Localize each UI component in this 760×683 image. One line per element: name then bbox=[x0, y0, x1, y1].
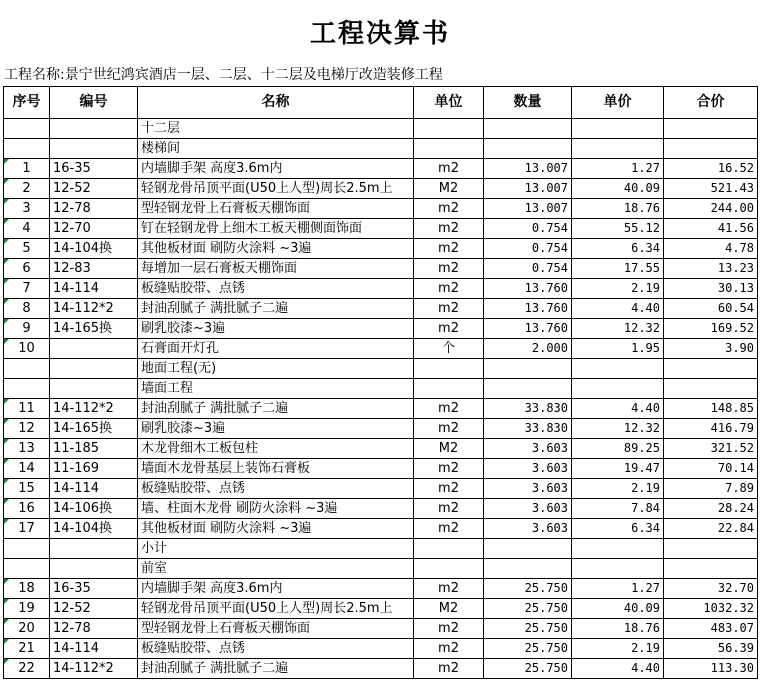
cell-no[interactable]: 12 bbox=[4, 419, 50, 439]
cell-price[interactable]: 6.34 bbox=[572, 519, 664, 539]
cell-unit[interactable]: m2 bbox=[414, 659, 484, 679]
cell-price[interactable] bbox=[572, 379, 664, 399]
cell-price[interactable]: 89.25 bbox=[572, 439, 664, 459]
cell-no[interactable] bbox=[4, 139, 50, 159]
table-row bbox=[4, 279, 758, 299]
cell-no[interactable]: 19 bbox=[4, 599, 50, 619]
cell-code[interactable] bbox=[50, 359, 138, 379]
cell-code[interactable]: 14-106换 bbox=[50, 499, 138, 519]
cell-unit[interactable]: m2 bbox=[414, 619, 484, 639]
table-row bbox=[4, 619, 758, 639]
cell-total[interactable]: 70.14 bbox=[664, 459, 758, 479]
cell-total[interactable] bbox=[664, 379, 758, 399]
cell-total[interactable]: 4.78 bbox=[664, 239, 758, 259]
cell-code[interactable]: 14-104换 bbox=[50, 519, 138, 539]
cell-unit[interactable]: m2 bbox=[414, 259, 484, 279]
cell-total[interactable] bbox=[664, 539, 758, 559]
cell-code[interactable]: 12-83 bbox=[50, 259, 138, 279]
cell-no[interactable]: 21 bbox=[4, 639, 50, 659]
cell-no[interactable]: 20 bbox=[4, 619, 50, 639]
cell-name[interactable]: 楼梯间 bbox=[138, 139, 414, 159]
table-row bbox=[4, 219, 758, 239]
project-name: 工程名称:景宁世纪鸿宾酒店一层、二层、十二层及电梯厅改造装修工程 bbox=[4, 67, 443, 83]
cell-name[interactable]: 石膏面开灯孔 bbox=[138, 339, 414, 359]
cell-code[interactable] bbox=[50, 559, 138, 579]
cell-code[interactable] bbox=[50, 539, 138, 559]
col-header-price: 单价 bbox=[572, 87, 664, 119]
cell-name[interactable]: 内墙脚手架 高度3.6m内 bbox=[138, 579, 414, 599]
table-body bbox=[4, 119, 758, 679]
cell-unit[interactable] bbox=[414, 139, 484, 159]
cell-price[interactable]: 40.09 bbox=[572, 179, 664, 199]
table-row bbox=[4, 519, 758, 539]
cell-unit[interactable]: M2 bbox=[414, 179, 484, 199]
cell-name[interactable]: 板缝贴胶带、点锈 bbox=[138, 279, 414, 299]
cell-unit[interactable]: m2 bbox=[414, 299, 484, 319]
settlement-table bbox=[3, 86, 758, 679]
cell-price[interactable]: 1.27 bbox=[572, 159, 664, 179]
cell-no[interactable]: 11 bbox=[4, 399, 50, 419]
cell-name[interactable]: 十二层 bbox=[138, 119, 414, 139]
cell-unit[interactable]: m2 bbox=[414, 639, 484, 659]
document-title: 工程决算书 bbox=[309, 18, 450, 49]
cell-unit[interactable]: M2 bbox=[414, 439, 484, 459]
cell-no[interactable]: 18 bbox=[4, 579, 50, 599]
cell-unit[interactable]: m2 bbox=[414, 459, 484, 479]
cell-name[interactable]: 内墙脚手架 高度3.6m内 bbox=[138, 159, 414, 179]
cell-qty[interactable]: 3.603 bbox=[484, 439, 572, 459]
cell-no[interactable] bbox=[4, 539, 50, 559]
cell-total[interactable]: 22.84 bbox=[664, 519, 758, 539]
cell-price[interactable]: 2.19 bbox=[572, 279, 664, 299]
table-row bbox=[4, 639, 758, 659]
cell-unit[interactable]: m2 bbox=[414, 399, 484, 419]
cell-unit[interactable] bbox=[414, 539, 484, 559]
section-row bbox=[4, 379, 758, 399]
table-row bbox=[4, 319, 758, 339]
section-row bbox=[4, 559, 758, 579]
cell-qty[interactable]: 25.750 bbox=[484, 599, 572, 619]
cell-no[interactable]: 9 bbox=[4, 319, 50, 339]
cell-code[interactable]: 14-112*2 bbox=[50, 299, 138, 319]
cell-no[interactable]: 8 bbox=[4, 299, 50, 319]
table-row bbox=[4, 439, 758, 459]
cell-name[interactable]: 地面工程(无) bbox=[138, 359, 414, 379]
cell-qty[interactable] bbox=[484, 359, 572, 379]
table-row bbox=[4, 159, 758, 179]
cell-no[interactable]: 10 bbox=[4, 339, 50, 359]
cell-name[interactable]: 刷乳胶漆~3遍 bbox=[138, 319, 414, 339]
cell-qty[interactable]: 25.750 bbox=[484, 619, 572, 639]
cell-total[interactable] bbox=[664, 359, 758, 379]
cell-name[interactable]: 轻钢龙骨吊顶平面(U50上人型)周长2.5m上 bbox=[138, 179, 414, 199]
cell-unit[interactable]: M2 bbox=[414, 599, 484, 619]
cell-unit[interactable]: 个 bbox=[414, 339, 484, 359]
cell-code[interactable] bbox=[50, 119, 138, 139]
cell-qty[interactable]: 3.603 bbox=[484, 499, 572, 519]
cell-price[interactable] bbox=[572, 139, 664, 159]
table-row bbox=[4, 399, 758, 419]
cell-total[interactable]: 244.00 bbox=[664, 199, 758, 219]
table-row bbox=[4, 339, 758, 359]
cell-total[interactable]: 30.13 bbox=[664, 279, 758, 299]
cell-no[interactable]: 5 bbox=[4, 239, 50, 259]
cell-unit[interactable] bbox=[414, 359, 484, 379]
cell-price[interactable] bbox=[572, 359, 664, 379]
cell-unit[interactable]: m2 bbox=[414, 199, 484, 219]
cell-qty[interactable]: 3.603 bbox=[484, 459, 572, 479]
cell-name[interactable]: 小计 bbox=[138, 539, 414, 559]
cell-price[interactable]: 7.84 bbox=[572, 499, 664, 519]
cell-total[interactable]: 113.30 bbox=[664, 659, 758, 679]
cell-no[interactable]: 16 bbox=[4, 499, 50, 519]
cell-name[interactable]: 刷乳胶漆~3遍 bbox=[138, 419, 414, 439]
cell-price[interactable]: 19.47 bbox=[572, 459, 664, 479]
cell-qty[interactable] bbox=[484, 119, 572, 139]
cell-no[interactable] bbox=[4, 379, 50, 399]
cell-total[interactable]: 28.24 bbox=[664, 499, 758, 519]
cell-qty[interactable]: 0.754 bbox=[484, 219, 572, 239]
table-row bbox=[4, 579, 758, 599]
col-header-total: 合价 bbox=[664, 87, 758, 119]
cell-price[interactable]: 18.76 bbox=[572, 619, 664, 639]
cell-price[interactable]: 55.12 bbox=[572, 219, 664, 239]
cell-code[interactable]: 14-104换 bbox=[50, 239, 138, 259]
cell-code[interactable]: 12-52 bbox=[50, 599, 138, 619]
cell-qty[interactable]: 25.750 bbox=[484, 659, 572, 679]
cell-name[interactable]: 前室 bbox=[138, 559, 414, 579]
cell-no[interactable] bbox=[4, 359, 50, 379]
cell-unit[interactable]: m2 bbox=[414, 579, 484, 599]
cell-total[interactable]: 148.85 bbox=[664, 399, 758, 419]
cell-name[interactable]: 木龙骨细木工板包柱 bbox=[138, 439, 414, 459]
cell-code[interactable]: 11-169 bbox=[50, 459, 138, 479]
cell-total[interactable]: 60.54 bbox=[664, 299, 758, 319]
cell-code[interactable] bbox=[50, 339, 138, 359]
cell-no[interactable]: 7 bbox=[4, 279, 50, 299]
section-row bbox=[4, 119, 758, 139]
cell-total[interactable]: 16.52 bbox=[664, 159, 758, 179]
cell-unit[interactable] bbox=[414, 119, 484, 139]
cell-qty[interactable]: 0.754 bbox=[484, 259, 572, 279]
cell-price[interactable]: 2.19 bbox=[572, 479, 664, 499]
cell-code[interactable]: 12-78 bbox=[50, 619, 138, 639]
cell-price[interactable]: 40.09 bbox=[572, 599, 664, 619]
section-row bbox=[4, 539, 758, 559]
cell-no[interactable]: 3 bbox=[4, 199, 50, 219]
table-row bbox=[4, 259, 758, 279]
cell-qty[interactable]: 3.603 bbox=[484, 519, 572, 539]
cell-price[interactable]: 6.34 bbox=[572, 239, 664, 259]
cell-qty[interactable] bbox=[484, 379, 572, 399]
cell-price[interactable]: 2.19 bbox=[572, 639, 664, 659]
cell-no[interactable]: 2 bbox=[4, 179, 50, 199]
cell-code[interactable]: 11-185 bbox=[50, 439, 138, 459]
cell-price[interactable]: 4.40 bbox=[572, 399, 664, 419]
cell-name[interactable]: 封油刮腻子 满批腻子二遍 bbox=[138, 399, 414, 419]
table-row bbox=[4, 459, 758, 479]
cell-name[interactable]: 轻钢龙骨吊顶平面(U50上人型)周长2.5m上 bbox=[138, 599, 414, 619]
cell-price[interactable]: 18.76 bbox=[572, 199, 664, 219]
table-row bbox=[4, 659, 758, 679]
cell-code[interactable]: 16-35 bbox=[50, 579, 138, 599]
cell-name[interactable]: 墙面木龙骨基层上装饰石膏板 bbox=[138, 459, 414, 479]
table-row bbox=[4, 479, 758, 499]
table-row bbox=[4, 199, 758, 219]
table-row bbox=[4, 599, 758, 619]
cell-qty[interactable]: 13.007 bbox=[484, 179, 572, 199]
cell-unit[interactable] bbox=[414, 559, 484, 579]
cell-total[interactable] bbox=[664, 119, 758, 139]
cell-no[interactable]: 4 bbox=[4, 219, 50, 239]
col-header-qty: 数量 bbox=[484, 87, 572, 119]
cell-price[interactable]: 4.40 bbox=[572, 299, 664, 319]
cell-total[interactable] bbox=[664, 139, 758, 159]
cell-name[interactable]: 型轻钢龙骨上石膏板天棚饰面 bbox=[138, 619, 414, 639]
cell-no[interactable]: 1 bbox=[4, 159, 50, 179]
cell-code[interactable]: 14-114 bbox=[50, 639, 138, 659]
cell-name[interactable]: 墙面工程 bbox=[138, 379, 414, 399]
cell-total[interactable]: 32.70 bbox=[664, 579, 758, 599]
cell-no[interactable] bbox=[4, 559, 50, 579]
section-row bbox=[4, 139, 758, 159]
cell-code[interactable]: 14-112*2 bbox=[50, 399, 138, 419]
cell-qty[interactable]: 25.750 bbox=[484, 579, 572, 599]
cell-unit[interactable]: m2 bbox=[414, 519, 484, 539]
cell-unit[interactable]: m2 bbox=[414, 219, 484, 239]
cell-qty[interactable]: 13.760 bbox=[484, 279, 572, 299]
cell-no[interactable]: 13 bbox=[4, 439, 50, 459]
cell-name[interactable]: 板缝贴胶带、点锈 bbox=[138, 479, 414, 499]
cell-no[interactable]: 22 bbox=[4, 659, 50, 679]
cell-no[interactable]: 6 bbox=[4, 259, 50, 279]
cell-qty[interactable]: 25.750 bbox=[484, 639, 572, 659]
cell-unit[interactable]: m2 bbox=[414, 419, 484, 439]
col-header-code: 编号 bbox=[50, 87, 138, 119]
cell-code[interactable]: 14-114 bbox=[50, 279, 138, 299]
cell-total[interactable]: 1032.32 bbox=[664, 599, 758, 619]
cell-code[interactable] bbox=[50, 379, 138, 399]
cell-price[interactable]: 1.27 bbox=[572, 579, 664, 599]
cell-qty[interactable]: 33.830 bbox=[484, 419, 572, 439]
cell-unit[interactable]: m2 bbox=[414, 499, 484, 519]
cell-qty[interactable]: 0.754 bbox=[484, 239, 572, 259]
cell-price[interactable] bbox=[572, 539, 664, 559]
cell-qty[interactable]: 13.007 bbox=[484, 159, 572, 179]
cell-code[interactable]: 14-112*2 bbox=[50, 659, 138, 679]
cell-price[interactable]: 17.55 bbox=[572, 259, 664, 279]
cell-name[interactable]: 墙、柱面木龙骨 刷防火涂料 ~3遍 bbox=[138, 499, 414, 519]
table-row bbox=[4, 299, 758, 319]
cell-no[interactable]: 17 bbox=[4, 519, 50, 539]
cell-name[interactable]: 每增加一层石膏板天棚饰面 bbox=[138, 259, 414, 279]
col-header-unit: 单位 bbox=[414, 87, 484, 119]
cell-name[interactable]: 其他板材面 刷防火涂料 ~3遍 bbox=[138, 239, 414, 259]
cell-price[interactable]: 12.32 bbox=[572, 419, 664, 439]
col-header-name: 名称 bbox=[138, 87, 414, 119]
cell-qty[interactable]: 2.000 bbox=[484, 339, 572, 359]
cell-total[interactable]: 521.43 bbox=[664, 179, 758, 199]
cell-total[interactable]: 169.52 bbox=[664, 319, 758, 339]
cell-no[interactable]: 14 bbox=[4, 459, 50, 479]
table-row bbox=[4, 239, 758, 259]
section-row bbox=[4, 359, 758, 379]
cell-name[interactable]: 板缝贴胶带、点锈 bbox=[138, 639, 414, 659]
cell-total[interactable]: 483.07 bbox=[664, 619, 758, 639]
cell-qty[interactable]: 3.603 bbox=[484, 479, 572, 499]
table-row bbox=[4, 419, 758, 439]
cell-code[interactable]: 12-78 bbox=[50, 199, 138, 219]
header-row bbox=[4, 87, 758, 119]
cell-qty[interactable] bbox=[484, 559, 572, 579]
cell-qty[interactable] bbox=[484, 539, 572, 559]
cell-qty[interactable] bbox=[484, 139, 572, 159]
cell-unit[interactable] bbox=[414, 379, 484, 399]
table-row bbox=[4, 499, 758, 519]
cell-name[interactable]: 封油刮腻子 满批腻子二遍 bbox=[138, 299, 414, 319]
cell-code[interactable]: 14-165换 bbox=[50, 419, 138, 439]
cell-no[interactable] bbox=[4, 119, 50, 139]
cell-code[interactable]: 14-165换 bbox=[50, 319, 138, 339]
table-row bbox=[4, 179, 758, 199]
cell-price[interactable] bbox=[572, 559, 664, 579]
cell-qty[interactable]: 33.830 bbox=[484, 399, 572, 419]
cell-code[interactable]: 12-70 bbox=[50, 219, 138, 239]
cell-price[interactable] bbox=[572, 119, 664, 139]
cell-total[interactable]: 7.89 bbox=[664, 479, 758, 499]
cell-price[interactable]: 4.40 bbox=[572, 659, 664, 679]
cell-total[interactable]: 3.90 bbox=[664, 339, 758, 359]
cell-total[interactable]: 321.52 bbox=[664, 439, 758, 459]
cell-name[interactable]: 封油刮腻子 满批腻子二遍 bbox=[138, 659, 414, 679]
cell-qty[interactable]: 13.760 bbox=[484, 319, 572, 339]
cell-no[interactable]: 15 bbox=[4, 479, 50, 499]
cell-name[interactable]: 型轻钢龙骨上石膏板天棚饰面 bbox=[138, 199, 414, 219]
cell-total[interactable]: 13.23 bbox=[664, 259, 758, 279]
cell-price[interactable]: 1.95 bbox=[572, 339, 664, 359]
cell-total[interactable]: 416.79 bbox=[664, 419, 758, 439]
cell-code[interactable] bbox=[50, 139, 138, 159]
cell-total[interactable]: 41.56 bbox=[664, 219, 758, 239]
cell-qty[interactable]: 13.007 bbox=[484, 199, 572, 219]
cell-unit[interactable]: m2 bbox=[414, 479, 484, 499]
cell-total[interactable] bbox=[664, 559, 758, 579]
cell-unit[interactable]: m2 bbox=[414, 319, 484, 339]
cell-qty[interactable]: 13.760 bbox=[484, 299, 572, 319]
cell-unit[interactable]: m2 bbox=[414, 279, 484, 299]
cell-name[interactable]: 其他板材面 刷防火涂料 ~3遍 bbox=[138, 519, 414, 539]
cell-name[interactable]: 钉在轻钢龙骨上细木工板天棚侧面饰面 bbox=[138, 219, 414, 239]
cell-total[interactable]: 56.39 bbox=[664, 639, 758, 659]
cell-code[interactable]: 16-35 bbox=[50, 159, 138, 179]
cell-price[interactable]: 12.32 bbox=[572, 319, 664, 339]
cell-code[interactable]: 12-52 bbox=[50, 179, 138, 199]
cell-unit[interactable]: m2 bbox=[414, 239, 484, 259]
cell-code[interactable]: 14-114 bbox=[50, 479, 138, 499]
cell-unit[interactable]: m2 bbox=[414, 159, 484, 179]
col-header-no: 序号 bbox=[4, 87, 50, 119]
